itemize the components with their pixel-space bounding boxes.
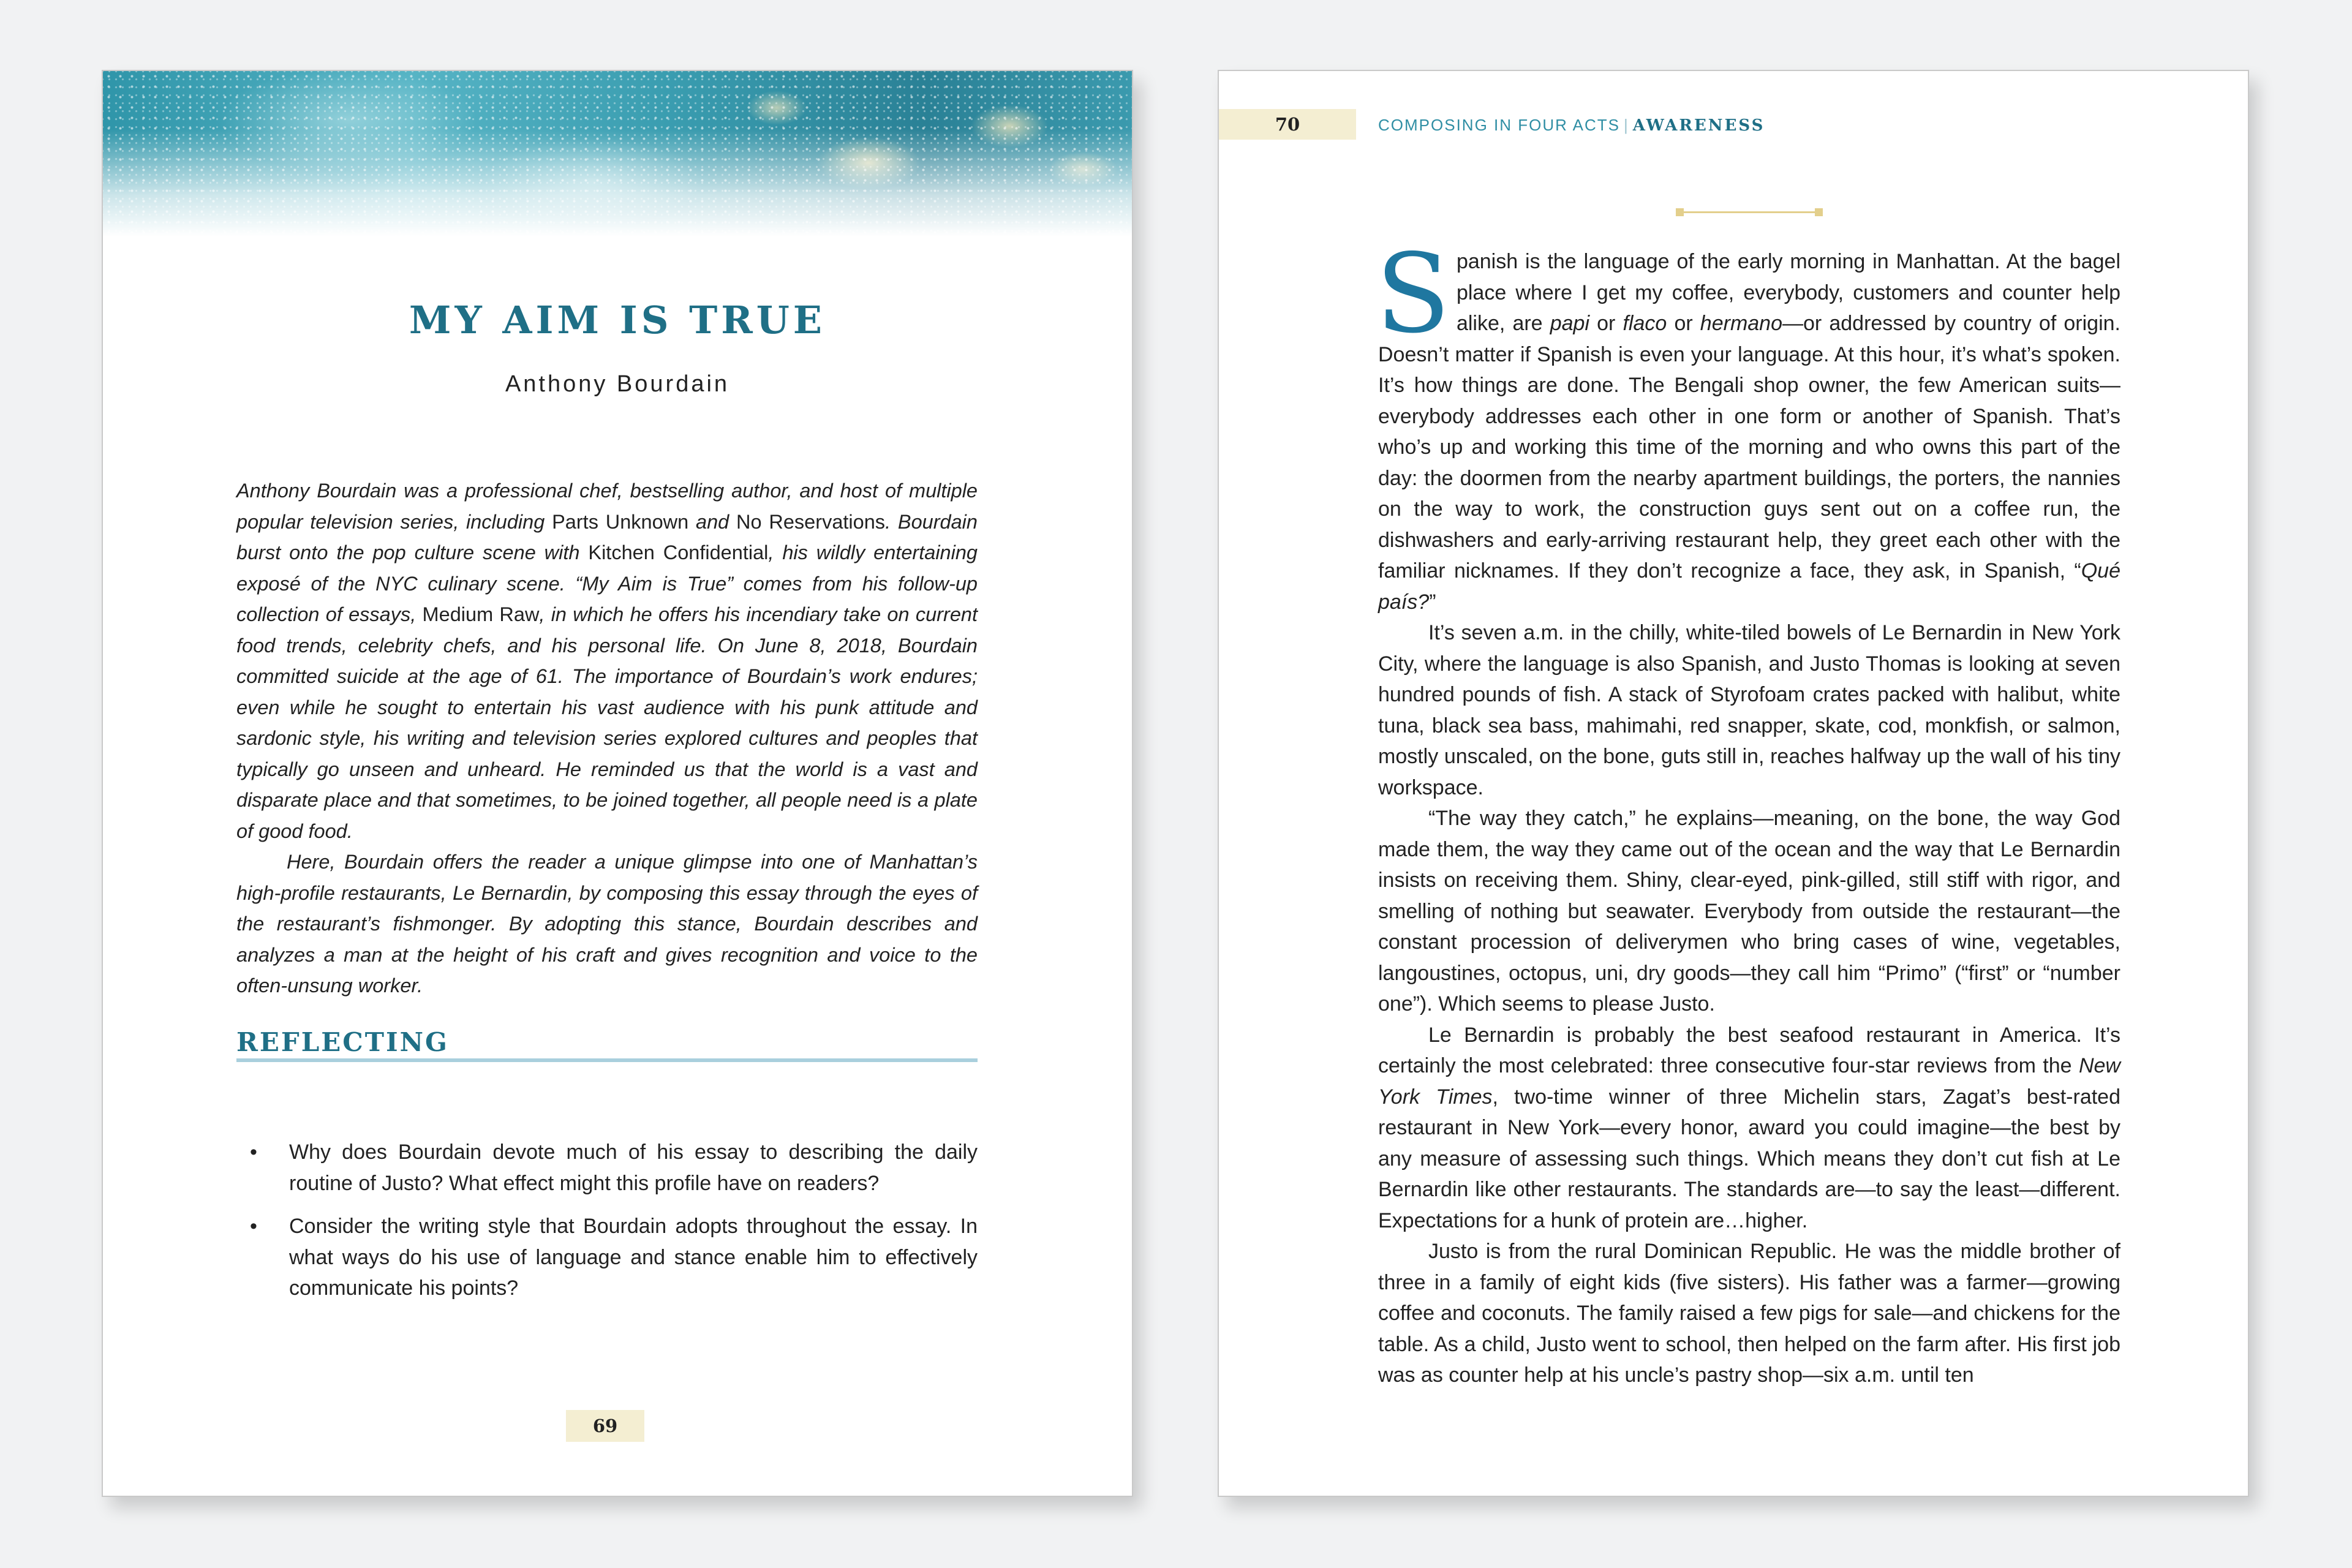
italic-run: Anthony Bourdain was a professional chef, bestselling author, and host of multiple popular television series, including [236, 480, 978, 533]
bullet-icon: • [250, 1215, 257, 1238]
reflecting-questions [236, 1137, 978, 1316]
intro-paragraph-2: Here, Bourdain offers the reader a unique glimpse into one of Manhattan’s high-profile restaurants, Le Bernardin, by composing this essay through the eyes of the restaurant’s fishmonger. By adopting this stance, Bourdain describes and analyzes a man at the height of his craft and gives recognition and voice to the often-unsung worker. [236, 851, 978, 997]
ornament-divider-icon [1676, 207, 1823, 217]
text-run: or [1667, 312, 1700, 335]
italic-run: papi [1550, 312, 1589, 335]
header-watercolor-art [103, 71, 1132, 236]
essay-title: MY AIM IS TRUE [409, 298, 826, 342]
essay-body [1376, 230, 2120, 1391]
reflecting-question [236, 1137, 978, 1199]
question-text: Why does Bourdain devote much of his essay to describing the daily routine of Justo? What effect might this profile have on readers? [289, 1140, 978, 1195]
body-paragraph [1378, 617, 2120, 803]
text-run: “The way they catch,” he explains—meaning, on the bone, the way God made them, the way they came out of the ocean and the way that Le Bernardin insists on receiving them. Shiny, clear-eyed, pink-gilled, still stiff with rigor, and smelling of nothing but seawater. Everybody from outside the restaurant—the constant procession of deliverymen who bring cases of wine, vegetables, langoustines, octopus, uni, dry goods—they call him “Primo” (“first” or “number one”). Which seems to please Justo. [1378, 807, 2120, 1016]
intro-text [236, 475, 978, 1001]
text-run: Parts Unknown [552, 510, 689, 533]
essay-author: Anthony Bourdain [505, 371, 730, 397]
text-run: panish is the language of the early morning in Manhattan. At the bagel place where I get my coffee, everybody, customers and counter help alike, are [1456, 250, 2120, 335]
body-paragraph [1378, 803, 2120, 1020]
bullet-icon: • [250, 1140, 257, 1164]
text-run: No Reservations [736, 510, 886, 533]
body-paragraph [1378, 1236, 2120, 1391]
page-number: 69 [566, 1410, 644, 1442]
italic-run: , in which he offers his incendiary take on current food trends, celebrity chefs, and his personal life. On June 8, 2018, Bourdain committed suicide at the age of 61. The importance of Bourdain’s work endures; even while he sought to entertain his vast audience with his punk attitude and sardonic style, his writing and television series explored cultures and peoples that typically go unseen and unheard. He reminded us that the world is a vast and disparate place and that sometimes, to be joined together, all people need is a plate of good food. [236, 603, 978, 842]
text-run: Le Bernardin is probably the best seafood restaurant in America. It’s certainly the most celebrated: three consecutive four-star reviews from the [1378, 1023, 2120, 1077]
text-run: or [1589, 312, 1623, 335]
running-head [1378, 113, 1765, 138]
page-number: 70 [1219, 109, 1356, 140]
question-text: Consider the writing style that Bourdain adopts throughout the essay. In what ways do his use of language and stance enable him to effectively communicate his points? [289, 1215, 978, 1300]
body-paragraph [1376, 230, 2120, 617]
body-paragraph [1378, 1020, 2120, 1237]
italic-run: hermano [1700, 312, 1782, 335]
italic-run: . Bourdain burst onto the pop culture scene with [236, 510, 978, 564]
left-page [102, 70, 1133, 1497]
text-run: —or addressed by country of origin. Doesn’t matter if Spanish is even your language. At this hour, it’s what’s spoken. It’s how things are done. The Bengali shop owner, the few American suits—everybody addresses each other in one form or another of Spanish. That’s who’s up and working this time of the morning and who owns this part of the day: the doormen from the nearby apartment buildings, the porters, the nannies on the way to work, the construction guys sent out on a coffee run, the dishwashers and early-arriving restaurant help, they greet each other with the familiar nicknames. If they don’t recognize a face, they ask, in Spanish, “ [1378, 312, 2120, 582]
drop-cap: S [1376, 230, 1450, 357]
italic-run: Qué país? [1378, 559, 2120, 614]
intro-paragraph-1 [236, 475, 978, 846]
italic-run: flaco [1623, 312, 1667, 335]
text-run: Justo is from the rural Dominican Republic. He was the middle brother of three in a family of eight kids (five sisters). His father was a farmer—growing coffee and coconuts. The family raised a few pigs for sale—and chickens for the table. As a child, Justo went to school, then helped on the farm after. His first job was as counter help at his uncle’s pastry shop—six a.m. until ten [1378, 1240, 2120, 1387]
italic-run: and [688, 510, 737, 533]
reflecting-question [236, 1211, 978, 1304]
text-run: , two-time winner of three Michelin stars, Zagat’s best-rated restaurant in New York—every honor, award you could imagine—the best by any measure of assessing such things. Which means they don’t cut fish at Le Bernardin like other restaurants. The standards are—to say the least—different. Expectations for a hunk of protein are…higher. [1378, 1085, 2120, 1232]
running-head-separator: | [1624, 116, 1629, 134]
text-run: ” [1429, 590, 1436, 614]
italic-run: New York Times [1378, 1054, 2120, 1109]
text-run: Medium Raw [422, 603, 540, 625]
running-head-section: AWARENESS [1632, 116, 1765, 135]
text-run: Kitchen Confidential [588, 541, 769, 564]
reflecting-heading: REFLECTING [236, 1027, 978, 1062]
running-head-book: COMPOSING IN FOUR ACTS [1378, 116, 1621, 134]
text-run: It’s seven a.m. in the chilly, white-tiled bowels of Le Bernardin in New York City, where the language is also Spanish, and Justo Thomas is looking at seven hundred pounds of fish. A stack of Styrofoam crates packed with halibut, white tuna, black sea bass, mahimahi, red snapper, skate, cod, monkfish, or salmon, mostly unscaled, on the bone, guts still in, reaches halfway up the wall of his tiny workspace. [1378, 621, 2120, 799]
body-paragraph-text [1376, 230, 2120, 614]
right-page [1218, 70, 2249, 1497]
italic-run: , his wildly entertaining exposé of the NYC culinary scene. “My Aim is True” comes from his follow-up collection of essays, [236, 541, 978, 625]
